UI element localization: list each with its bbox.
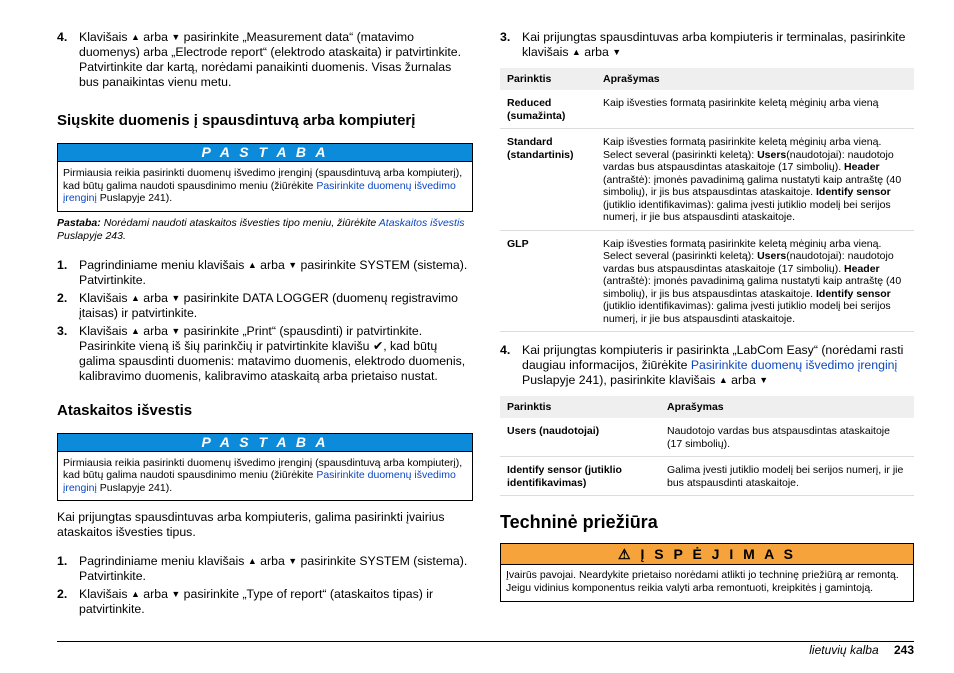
down-arrow-icon: ▼	[612, 47, 622, 57]
step-item: 1. Pagrindiniame meniu klavišais ▲ arba ▼ pasirinkite SYSTEM (sistema). Patvirtinkite.	[57, 257, 468, 287]
table-row: Users (naudotojai) Naudotojo vardas bus atspausdintas ataskaitoje (17 simbolių).	[500, 418, 914, 457]
down-arrow-icon: ▼	[171, 32, 181, 42]
up-arrow-icon: ▲	[130, 325, 140, 336]
heading-maintenance: Techninė priežiūra	[500, 512, 658, 532]
checkmark-icon: ✔	[372, 338, 384, 353]
note-title: P A S T A B A	[58, 434, 472, 451]
warning-icon: ⚠	[618, 546, 634, 562]
report-format-table	[500, 68, 914, 332]
down-arrow-icon: ▼	[759, 375, 769, 385]
step-item: 2. Klavišais ▲ arba ▼ pasirinkite „Type of report“ (ataskaitos tipas) ir patvirtinkite.	[57, 587, 434, 616]
table-header-row: Parinktis Aprašymas	[500, 68, 914, 90]
up-arrow-icon: ▲	[718, 375, 728, 385]
down-arrow-icon: ▼	[171, 325, 181, 336]
up-arrow-icon: ▲	[130, 292, 140, 303]
up-arrow-icon: ▲	[571, 47, 581, 57]
labcom-options-table	[500, 396, 914, 496]
up-arrow-icon: ▲	[130, 589, 140, 599]
down-arrow-icon: ▼	[288, 259, 298, 270]
heading-report-output: Ataskaitos išvestis	[57, 401, 193, 419]
warning-box	[500, 543, 914, 602]
link-select-output-device[interactable]: Pasirinkite duomenų išvedimo įrenginį	[690, 358, 898, 372]
table-row: Identify sensor (jutiklio identifikavimas) Galima įvesti jutiklio modelį bei serijos numerį, ir jie bus atspausdinti ataskaitoje.	[500, 457, 914, 496]
warning-body: Įvairūs pavojai. Neardykite prietaiso norėdami atlikti jo techninę priežiūrą ar remontą. Jeigu vidinius komponentus reikia valyti arba remontuoti, kreipkitės į gamintoją.	[501, 564, 913, 601]
right-column	[500, 30, 914, 602]
page-number: 243	[893, 643, 914, 657]
heading-send-data: Siųskite duomenis į spausdintuvą arba kompiuterį	[57, 112, 416, 129]
down-arrow-icon: ▼	[288, 556, 298, 566]
left-column	[57, 30, 473, 620]
step-item: 2. Klavišais ▲ arba ▼ pasirinkite DATA LOGGER (duomenų registravimo įtaisas) ir patvirtinkite.	[57, 290, 458, 320]
report-intro-paragraph: Kai prijungtas spausdintuvas arba kompiuteris, galima pasirinkti įvairius ataskaitos išvesties tipus.	[57, 510, 445, 539]
table-header-row: Parinktis Aprašymas	[500, 396, 914, 418]
step-3-select-report: 3. Kai prijungtas spausdintuvas arba kompiuteris ir terminalas, pasirinkite klavišais ▲ arba ▼	[500, 30, 906, 59]
table-row: Standard (standartinis) Kaip išvesties formatą pasirinkite keletą mėginių arba vieną. Select several (pasirinkti keletą): Users(naudotojai): naudotojo vardas bus atspausdintas ataskaitoje (17 simbolių). Header (antraštė): įmonės pavadinimą galima nustatyti kaip antraštę (40 simbolių), ir jis bus atspausdintas ataskaitoje. Identify sensor (jutiklio identifikavimas): galima įvesti jutiklio modelį bei serijos numerį, ir jie bus atspausdinti ataskaitoje.	[500, 129, 914, 231]
down-arrow-icon: ▼	[171, 589, 181, 599]
link-select-output-device[interactable]: Pasirinkite duomenų išvedimo įrenginį	[63, 469, 456, 494]
note-box-1: P A S T A B A Pirmiausia reikia pasirinkti duomenų išvedimo įrenginį (spausdintuvą arba kompiuterį), kad būtų galima naudoti spausdinimo meniu (žiūrėkite Pasirinkite duomenų išvedimo įrenginį Puslapyje 241).	[57, 143, 473, 212]
warning-title: Į S P Ė J I M A S	[640, 546, 796, 562]
table-row: GLP Kaip išvesties formatą pasirinkite keletą mėginių arba vieną. Select several (pasirinkti keletą): Users(naudotojai): naudotojo vardas bus atspausdintas ataskaitoje (17 simbolių). Header (antraštė): įmonės pavadinimą galima nustatyti kaip antraštę (40 simbolių), ir jis bus atspausdintas ataskaitoje. Identify sensor (jutiklio identifikavimas): galima įvesti jutiklio modelį bei serijos numerį, ir jie bus atspausdinti ataskaitoje.	[500, 230, 914, 332]
step-number: 4.	[57, 30, 68, 44]
steps-report-output	[57, 554, 473, 617]
step-4-labcom: 4. Kai prijungtas kompiuteris ir pasirinkta „LabCom Easy“ (norėdami rasti daugiau informacijos, žiūrėkite Pasirinkite duomenų išvedimo įrenginį Puslapyje 241), pasirinkite klavišais ▲ arba ▼	[500, 343, 904, 387]
step-4-delete-data: 4. Klavišais ▲ arba ▼ pasirinkite „Measurement data“ (matavimo duomenys) arba „Electrode report“ (elektrodo ataskaita) ir patvirtinkite. Patvirtinkite dar kartą, norėdami panaikinti duomenis. Visas žurnalas bus panaikintas vienu metu.	[57, 30, 462, 89]
footer-divider	[57, 641, 914, 642]
step-item: 3. Klavišais ▲ arba ▼ pasirinkite „Print“ (spausdinti) ir patvirtinkite. Pasirinkite vieną iš šių parinkčių ir patvirtinkite klavišu ✔, kad būtų galima spausdinti duomenis: matavimo duomenis, elektrodo duomenis, kalibravimo duomenis, kalibravimo ataskaitą arba prietaiso nustat.	[57, 323, 466, 383]
page-footer	[809, 643, 914, 657]
down-arrow-icon: ▼	[171, 292, 181, 303]
pastaba-note: Pastaba: Norėdami naudoti ataskaitos išvesties tipo meniu, žiūrėkite Ataskaitos išvestis Puslapyje 243.	[57, 216, 465, 242]
up-arrow-icon: ▲	[247, 259, 257, 270]
up-arrow-icon: ▲	[130, 32, 140, 42]
steps-send-data	[57, 258, 473, 384]
link-select-output-device[interactable]: Pasirinkite duomenų išvedimo įrenginį	[63, 179, 456, 204]
step-item: 1. Pagrindiniame meniu klavišais ▲ arba ▼ pasirinkite SYSTEM (sistema). Patvirtinkite.	[57, 554, 468, 583]
note-box-2: P A S T A B A Pirmiausia reikia pasirinkti duomenų išvedimo įrenginį (spausdintuvą arba kompiuterį), kad būtų galima naudoti spausdinimo meniu (žiūrėkite Pasirinkite duomenų išvedimo įrenginį Puslapyje 241).	[57, 433, 473, 502]
footer-language: lietuvių kalba	[809, 643, 879, 657]
note-title: P A S T A B A	[58, 144, 472, 161]
up-arrow-icon: ▲	[247, 556, 257, 566]
link-report-output[interactable]: Ataskaitos išvestis	[378, 216, 465, 229]
table-row: Reduced (sumažinta) Kaip išvesties formatą pasirinkite keletą mėginių arba vieną	[500, 90, 914, 129]
